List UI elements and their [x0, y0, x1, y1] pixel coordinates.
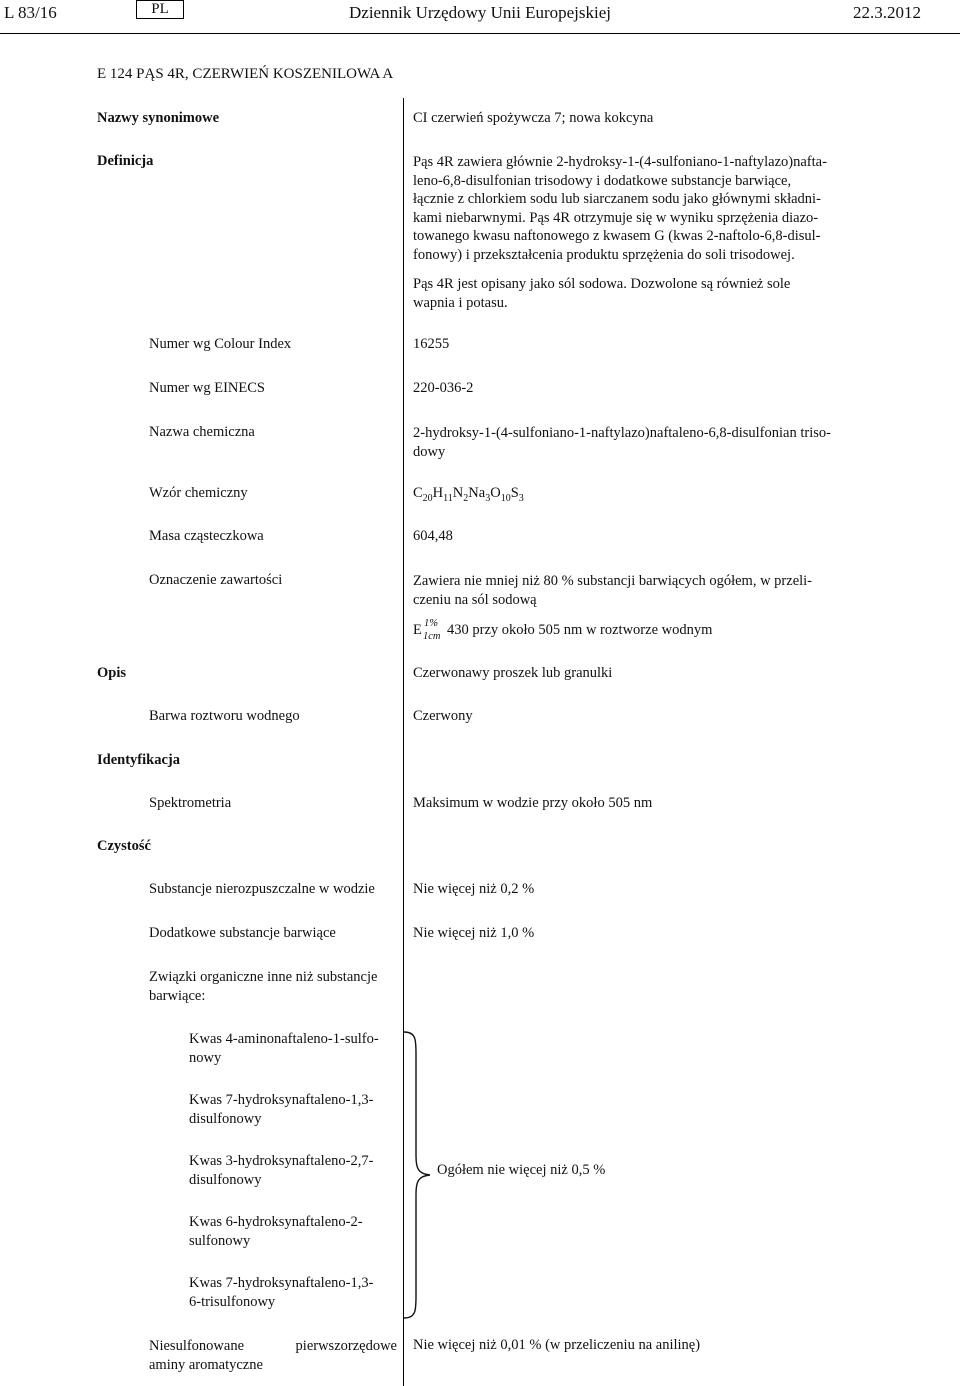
formula-element: Na: [468, 485, 486, 501]
organic-item-line: sulfonowy: [189, 1232, 251, 1249]
chemical-name-label: Nazwa chemiczna: [149, 424, 255, 440]
insoluble-value: Nie więcej niż 0,2 %: [413, 881, 535, 897]
formula-subscript: 20: [422, 492, 433, 504]
organic-item-line: nowy: [189, 1049, 222, 1066]
organic-item-line: disulfonowy: [189, 1171, 262, 1188]
formula-element: O: [490, 485, 501, 501]
definition-paragraph-2: [413, 275, 861, 312]
subsidiary-colours-label: Dodatkowe substancje barwiące: [149, 925, 336, 941]
definition-line: Pąs 4R jest opisany jako sól sodowa. Dozwolone są również sole: [413, 276, 791, 292]
definition-paragraph-1: [413, 153, 861, 264]
organic-item-2: [189, 1091, 397, 1128]
subsidiary-colours-value: Nie więcej niż 1,0 %: [413, 925, 535, 941]
formula-label: Wzór chemiczny: [149, 485, 248, 501]
definition-line: Pąs 4R zawiera głównie 2-hydroksy-1-(4-sulfoniano-1-naftylazo)nafta-: [413, 154, 827, 170]
journal-title: Dziennik Urzędowy Unii Europejskiej: [349, 3, 612, 22]
amines-label-line: aminy aromatyczne: [149, 1356, 263, 1373]
language-badge: PL: [136, 0, 184, 19]
curly-brace-icon: [400, 1030, 436, 1320]
purity-label: Czystość: [97, 838, 151, 854]
document-title: E 124 PĄS 4R, CZERWIEŃ KOSZENILOWA A: [97, 66, 394, 82]
assay-label: Oznaczenie zawartości: [149, 572, 283, 588]
colour-index-label: Numer wg Colour Index: [149, 336, 292, 352]
aromatic-amines-value: Nie więcej niż 0,01 % (w przeliczeniu na anilinę): [413, 1337, 701, 1353]
amines-label-line: Niesulfonowane pierwszorzędowe: [149, 1338, 397, 1354]
formula-subscript: 2: [463, 492, 469, 504]
organic-item-line: disulfonowy: [189, 1110, 262, 1127]
organic-item-line: Kwas 3-hydroksynaftaleno-2,7-: [189, 1153, 374, 1169]
organic-label-line: Związki organiczne inne niż substancje: [149, 969, 378, 985]
organic-item-line: Kwas 6-hydroksynaftaleno-2-: [189, 1214, 363, 1230]
organic-compounds-value: Ogółem nie więcej niż 0,5 %: [437, 1162, 606, 1178]
definition-line: towanego kwasu naftonowego z kwasem G (kwas 2-naftolo-6,8-disul-: [413, 228, 821, 244]
absorbance-superscript: 1%: [424, 618, 438, 629]
header-rule: [0, 33, 960, 34]
formula-subscript: 10: [500, 492, 511, 504]
insoluble-label: Substancje nierozpuszczalne w wodzie: [149, 881, 375, 897]
organic-item-3: [189, 1152, 397, 1189]
solution-colour-value: Czerwony: [413, 708, 473, 724]
chemical-name-value: [413, 424, 861, 461]
organic-label-line: barwiące:: [149, 987, 206, 1004]
formula-element: C: [413, 485, 423, 501]
einecs-label: Numer wg EINECS: [149, 380, 265, 396]
organic-item-line: 6-trisulfonowy: [189, 1293, 276, 1310]
formula-element: H: [432, 485, 444, 501]
description-label: Opis: [97, 665, 127, 681]
chemical-name-line: dowy: [413, 443, 446, 460]
molecular-mass-value: 604,48: [413, 528, 453, 544]
definition-line: leno-6,8-disulfonian trisodowy i dodatkowe substancje barwiące,: [413, 172, 792, 189]
publication-date: 22.3.2012: [853, 3, 921, 22]
molecular-mass-label: Masa cząsteczkowa: [149, 528, 264, 544]
formula-subscript: 3: [485, 492, 491, 504]
spectrometry-value: Maksimum w wodzie przy około 505 nm: [413, 795, 653, 811]
formula-subscript: 3: [518, 492, 524, 504]
organic-item-1: [189, 1030, 397, 1067]
formula-subscript: 11: [443, 492, 453, 504]
organic-item-line: Kwas 4-aminonaftaleno-1-sulfo-: [189, 1031, 379, 1047]
formula-element: N: [452, 485, 464, 501]
solution-colour-label: Barwa roztworu wodnego: [149, 708, 300, 724]
synonyms-label: Nazwy synonimowe: [97, 110, 220, 126]
einecs-value: 220-036-2: [413, 380, 474, 396]
definition-line: wapnia i potasu.: [413, 294, 508, 311]
organic-compounds-label: [149, 968, 399, 1005]
chemical-name-line: 2-hydroksy-1-(4-sulfoniano-1-naftylazo)naftaleno-6,8-disulfonian triso-: [413, 425, 831, 441]
definition-line: łącznie z chlorkiem sodu lub siarczanem sodu jako głównymi składni-: [413, 191, 821, 207]
absorbance-text: 430 przy około 505 nm w roztworze wodnym: [447, 622, 713, 638]
absorbance-subscript: 1cm: [423, 631, 441, 642]
organic-item-5: [189, 1274, 397, 1311]
definition-label: Definicja: [97, 153, 154, 169]
page-reference: L 83/16: [4, 3, 57, 22]
assay-line: czeniu na sól sodową: [413, 591, 537, 608]
colour-index-value: 16255: [413, 336, 450, 352]
spectrometry-label: Spektrometria: [149, 795, 232, 811]
formula-element: S: [510, 485, 519, 501]
identification-label: Identyfikacja: [97, 752, 180, 768]
synonyms-value: CI czerwień spożywcza 7; nowa kokcyna: [413, 110, 654, 126]
description-value: Czerwonawy proszek lub granulki: [413, 665, 613, 681]
organic-item-line: Kwas 7-hydroksynaftaleno-1,3-: [189, 1275, 374, 1291]
definition-line: kami niebarwnymi. Pąs 4R otrzymuje się w wyniku sprzężenia diazo-: [413, 209, 819, 226]
organic-item-4: [189, 1213, 397, 1250]
assay-value: [413, 572, 861, 609]
chemical-formula: [413, 485, 524, 504]
organic-item-line: Kwas 7-hydroksynaftaleno-1,3-: [189, 1092, 374, 1108]
absorbance-e-symbol: E: [413, 622, 422, 638]
definition-line: fonowy) i przekształcenia produktu sprzężenia do soli trisodowej.: [413, 246, 795, 263]
aromatic-amines-label: [149, 1337, 397, 1374]
assay-line: Zawiera nie mniej niż 80 % substancji barwiących ogółem, w przeli-: [413, 573, 813, 589]
